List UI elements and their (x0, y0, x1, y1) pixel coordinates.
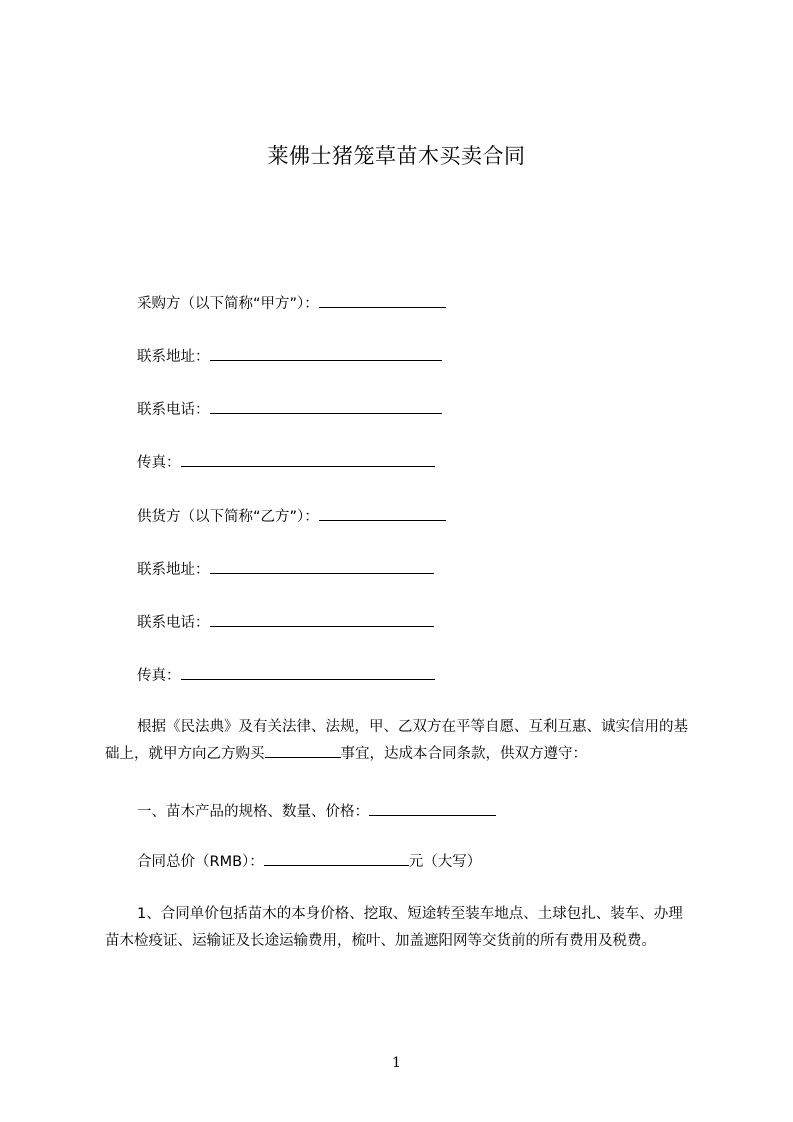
party-a-fax-line (137, 452, 435, 473)
party-b-label: 供货方（以下简称“乙方”）： (137, 509, 319, 525)
party-a-label: 采购方（以下简称“甲方”）： (137, 296, 319, 312)
party-b-address-blank[interactable] (210, 559, 434, 574)
party-a-address-line (137, 346, 442, 367)
party-b-fax-label: 传真： (137, 668, 181, 684)
party-b-phone-line (137, 612, 434, 633)
party-b-phone-blank[interactable] (210, 612, 434, 627)
page-number: 1 (392, 1055, 401, 1071)
total-price-blank[interactable] (264, 851, 409, 866)
intro-text-part2: 事宜，达成本合同条款，供双方遵守： (340, 746, 587, 762)
party-b-phone-label: 联系电话： (137, 615, 210, 631)
party-a-fax-blank[interactable] (181, 452, 435, 467)
party-a-line (137, 293, 446, 314)
party-a-address-label: 联系地址： (137, 349, 210, 365)
total-price-line (137, 851, 481, 872)
party-b-address-line (137, 559, 434, 580)
party-a-phone-line (137, 399, 442, 420)
clause-1-paragraph (105, 901, 690, 955)
party-b-blank[interactable] (319, 506, 446, 521)
total-price-label: 合同总价（RMB）： (137, 854, 264, 870)
party-a-phone-label: 联系电话： (137, 402, 210, 418)
section-1-heading (137, 801, 496, 822)
document-title: 莱佛士猪笼草苗木买卖合同 (267, 144, 526, 168)
party-b-address-label: 联系地址： (137, 562, 210, 578)
intro-text-part1: 根据《民法典》及有关法律、法规，甲、乙双方在平等自愿、互利互惠、诚实信用的基础上，就甲方向乙方购买 (105, 719, 688, 762)
total-price-suffix: 元（大写） (408, 854, 482, 870)
party-a-fax-label: 传真： (137, 455, 181, 471)
party-a-blank[interactable] (319, 293, 446, 308)
section-1-blank[interactable] (369, 801, 496, 816)
party-a-address-blank[interactable] (210, 346, 442, 361)
party-b-fax-line (137, 665, 435, 686)
party-b-line (137, 506, 446, 527)
section-1-label: 一、苗木产品的规格、数量、价格： (137, 804, 369, 820)
party-b-fax-blank[interactable] (181, 665, 435, 680)
intro-paragraph (105, 714, 690, 768)
party-a-phone-blank[interactable] (210, 399, 442, 414)
clause-1-text: 1、合同单价包括苗木的本身价格、挖取、短途转至装车地点、土球包扎、装车、办理苗木检疫证、运输证及长途运输费用，梳叶、加盖遮阳网等交货前的所有费用及税费。 (105, 906, 683, 949)
intro-goods-blank[interactable] (265, 743, 341, 758)
